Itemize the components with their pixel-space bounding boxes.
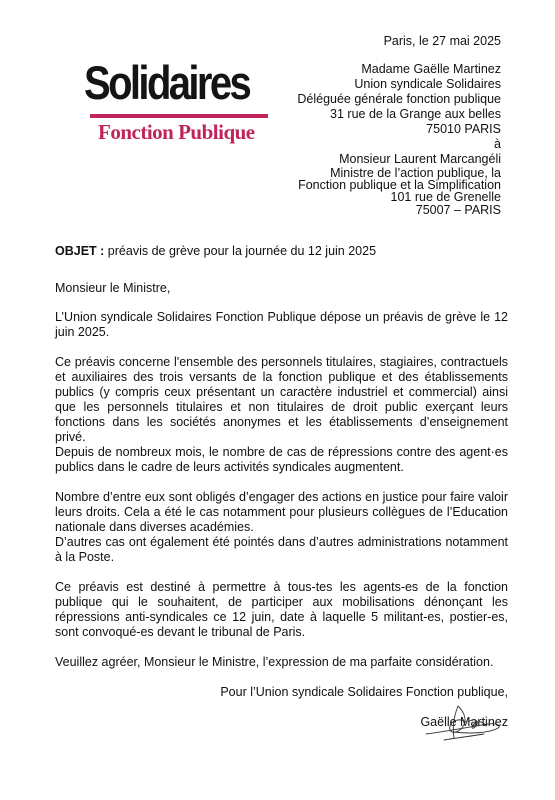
sender-street: 31 rue de la Grange aux belles <box>330 107 501 121</box>
recipient-city: 75007 – PARIS <box>415 203 501 217</box>
object-text: préavis de grève pour la journée du 12 juin 2025 <box>107 244 377 258</box>
letter-date: Paris, le 27 mai 2025 <box>383 34 501 48</box>
paragraph-repression: Depuis de nombreux mois, le nombre de cas de répressions contre des agent·es publics dans le cadre de leurs activités syndicales augmentent. <box>55 445 508 474</box>
salutation: Monsieur le Ministre, <box>55 281 171 295</box>
recipient-title-line-1: Ministre de l’action publique, la <box>330 166 501 180</box>
sender-name: Madame Gaëlle Martinez <box>361 62 501 76</box>
paragraph-regards: Veuillez agréer, Monsieur le Ministre, l’expression de ma parfaite considération. <box>55 655 494 669</box>
recipient-name: Monsieur Laurent Marcangéli <box>339 152 501 166</box>
letter-body <box>55 244 508 745</box>
object-label: OBJET : <box>55 244 105 258</box>
recipient-street: 101 rue de Grenelle <box>390 190 501 204</box>
sender-city: 75010 PARIS <box>426 122 501 136</box>
address-to: à <box>494 137 501 151</box>
closing-line: Pour l’Union syndicale Solidaires Fonction publique, <box>220 685 508 699</box>
solidaires-logo <box>84 57 274 152</box>
logo-main-text: Solidaires <box>84 57 250 110</box>
handwritten-signature <box>424 698 504 746</box>
logo-underline <box>90 114 268 118</box>
address-block <box>297 62 501 217</box>
sender-title: Déléguée générale fonction publique <box>297 92 501 106</box>
sender-organisation: Union syndicale Solidaires <box>354 77 501 91</box>
logo-sub-text: Fonction Publique <box>98 120 255 144</box>
recipient-title-line-2: Fonction publique et la Simplification <box>298 178 501 192</box>
paragraph-justice: Nombre d’entre eux sont obligés d’engager des actions en justice pour faire valoir leurs droits. Cela a été le cas notamment pour plusieurs collègues de l’Education nationale dans diverses académies. <box>55 490 508 534</box>
paragraph-poste: D’autres cas ont également été pointés dans d’autres administrations notamment à la Poste. <box>55 535 508 564</box>
signatory-name: Gaëlle Martinez <box>420 715 508 729</box>
paragraph-scope: Ce préavis concerne l'ensemble des personnels titulaires, stagiaires, contractuels et auxiliaires des trois versants de la fonction publique et des établissements publics (y compris ceux présentant un caractère industriel et commercial) ainsi que les personnels titulaires et non titulaires de droit public exerçant leurs fonctions dans les sociétés anonymes et les établissements d’enseignement privé. <box>55 355 508 444</box>
paragraph-notice: L’Union syndicale Solidaires Fonction Publique dépose un préavis de grève le 12 juin 2025. <box>55 310 508 339</box>
paragraph-purpose: Ce préavis est destiné à permettre à tous-tes les agents-es de la fonction publique qui le souhaitent, de participer aux mobilisations dénonçant les répressions anti-syndicales ce 12 juin, date à laquelle 5 militant-es, postier-es, sont convoqué-es devant le tribunal de Paris. <box>55 580 508 639</box>
letter-object <box>55 244 508 259</box>
